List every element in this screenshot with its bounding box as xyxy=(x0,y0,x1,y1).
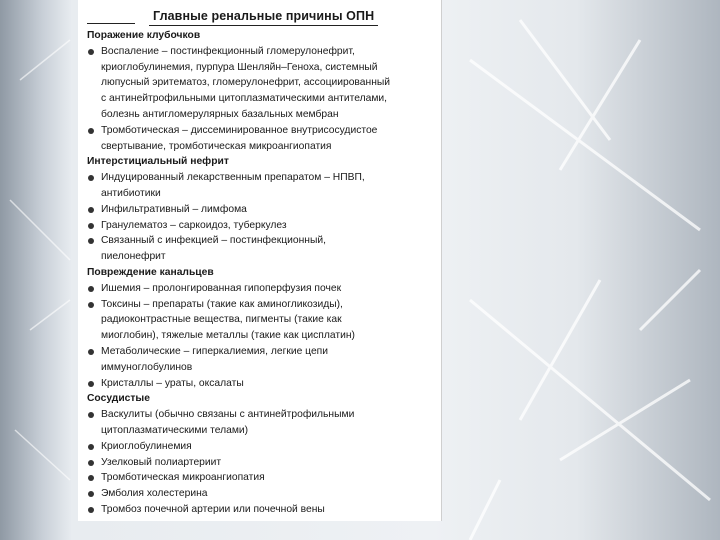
list-item xyxy=(87,470,433,486)
list-item-line: миоглобин), тяжелые металлы (такие как цисплатин) xyxy=(101,330,355,342)
list-item-line: иммуноглобулинов xyxy=(101,361,193,373)
list-item-line: Криоглобулинемия xyxy=(101,440,192,452)
bullet-icon xyxy=(88,491,94,497)
page-title: Главные ренальные причины ОПН xyxy=(149,8,378,26)
list-item-line: с антинейтрофильными цитоплазматическими антителами, xyxy=(101,93,388,105)
list-item xyxy=(87,123,433,155)
bullet-icon xyxy=(88,302,94,308)
section-heading: Повреждение канальцев xyxy=(87,266,214,278)
section-heading: Интерстициальный нефрит xyxy=(87,156,229,168)
list-item xyxy=(87,297,433,344)
list-item-line: Тромботическая микроангиопатия xyxy=(101,472,265,484)
list-item-line: болезнь антигломерулярных базальных мембран xyxy=(101,108,339,120)
bullet-icon xyxy=(88,507,94,513)
list-item-line: Васкулиты (обычно связаны с антинейтрофильными xyxy=(101,409,355,421)
bullet-icon xyxy=(88,207,94,213)
bullet-icon xyxy=(88,444,94,450)
bullet-icon xyxy=(88,286,94,292)
list-item xyxy=(87,233,433,265)
list-item-line: Токсины – препараты (такие как аминогликозиды), xyxy=(101,298,343,310)
list-item-line: радиоконтрастные вещества, пигменты (такие как xyxy=(101,314,342,326)
list-item-line: Воспаление – постинфекционный гломерулонефрит, xyxy=(101,45,355,57)
list-item-line: свертывание, тромботическая микроангиопатия xyxy=(101,140,332,152)
list-item xyxy=(87,202,433,218)
content xyxy=(87,28,433,518)
list-item-line: криоглобулинемия, пурпура Шенляйн–Геноха, системный xyxy=(101,61,378,73)
bullet-icon xyxy=(88,49,94,55)
list-item xyxy=(87,439,433,455)
section-heading: Сосудистые xyxy=(87,393,150,405)
list-item xyxy=(87,376,433,392)
title-rule xyxy=(87,23,135,24)
list-item-line: пиелонефрит xyxy=(101,251,166,263)
section-heading: Поражение клубочков xyxy=(87,30,201,41)
list-item xyxy=(87,218,433,234)
list-item xyxy=(87,486,433,502)
list-item-line: Индуцированный лекарственным препаратом – НПВП, xyxy=(101,172,365,184)
list-item xyxy=(87,44,433,123)
list-item-line: Связанный с инфекцией – постинфекционный, xyxy=(101,235,326,247)
document-page xyxy=(78,0,442,521)
list-item xyxy=(87,502,433,518)
list-item-line: антибиотики xyxy=(101,187,161,199)
list-item-line: Тромботическая – диссеминированное внутрисосудистое xyxy=(101,124,378,136)
list-item-line: Инфильтративный – лимфома xyxy=(101,203,247,215)
bullet-icon xyxy=(88,223,94,229)
list-item-line: Узелковый полиартериит xyxy=(101,456,222,468)
title-row xyxy=(87,4,433,26)
list-item-line: Гранулематоз – саркоидоз, туберкулез xyxy=(101,219,287,231)
bullet-icon xyxy=(88,349,94,355)
bullet-icon xyxy=(88,175,94,181)
list-item-line: Эмболия холестерина xyxy=(101,488,208,500)
list-item-line: Метаболические – гиперкалиемия, легкие цепи xyxy=(101,345,329,357)
bullet-icon xyxy=(88,128,94,134)
list-item-line: Кристаллы – ураты, оксалаты xyxy=(101,377,244,389)
list-item xyxy=(87,407,433,439)
list-item xyxy=(87,344,433,376)
list-item xyxy=(87,281,433,297)
list-item-line: Тромбоз почечной артерии или почечной вены xyxy=(101,503,325,515)
list-item-line: цитоплазматическими телами) xyxy=(101,424,249,436)
bullet-icon xyxy=(88,381,94,387)
list-item-line: люпусный эритематоз, гломерулонефрит, ассоциированный xyxy=(101,77,391,89)
list-item xyxy=(87,170,433,202)
bullet-icon xyxy=(88,238,94,244)
list-item xyxy=(87,455,433,471)
list-item-line: Ишемия – пролонгированная гипоперфузия почек xyxy=(101,282,342,294)
bullet-icon xyxy=(88,412,94,418)
bullet-icon xyxy=(88,475,94,481)
bullet-icon xyxy=(88,460,94,466)
